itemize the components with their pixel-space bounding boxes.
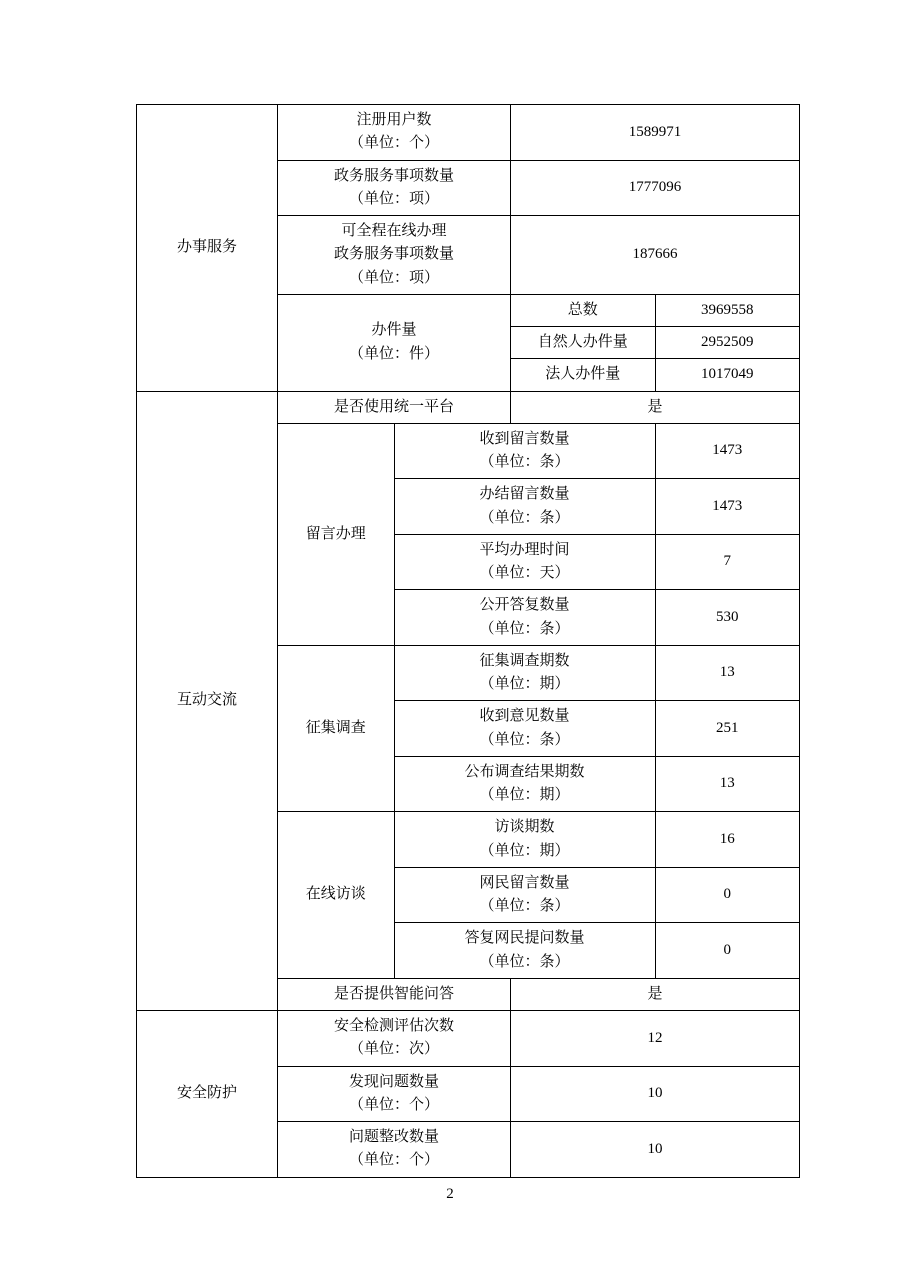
table-row <box>137 391 800 423</box>
sub-label-line1: 征集调查期数 <box>479 652 570 669</box>
item-label-line1: 安全检测评估次数 <box>333 1018 454 1034</box>
item-label-line2: （单位：个） <box>348 1152 439 1169</box>
value-text: 1589971 <box>628 123 682 140</box>
item-cell-unified-platform <box>278 391 511 423</box>
category-cell-interaction <box>137 391 278 1011</box>
sub-label-natural-person <box>511 327 656 359</box>
value-cell-smart-qa <box>511 978 800 1010</box>
item-label: 征集调查 <box>305 719 366 736</box>
value-cell-legal-person <box>655 359 800 391</box>
sub-label-line1: 公布调查结果期数 <box>464 763 585 780</box>
page-number: 2 <box>446 1186 454 1202</box>
value-cell-issues-found <box>511 1066 800 1122</box>
sub-label-line2: （单位：条） <box>479 731 570 748</box>
value-cell-registered-users <box>511 105 800 161</box>
item-cell-survey-collection <box>278 645 395 812</box>
value-text: 0 <box>723 886 731 903</box>
item-label-line1: 政务服务事项数量 <box>333 167 454 184</box>
value-text: 是 <box>647 985 663 1002</box>
sub-label-line2: （单位：条） <box>479 509 570 526</box>
value-cell-total <box>655 294 800 326</box>
value-cell-messages-received <box>655 423 800 479</box>
sub-label-line1: 收到意见数量 <box>479 708 570 725</box>
table-row <box>137 105 800 161</box>
category-label: 办事服务 <box>176 239 237 256</box>
item-label: 是否提供智能问答 <box>333 985 454 1002</box>
sub-label-line1: 网民留言数量 <box>479 874 570 891</box>
sub-label-legal-person <box>511 359 656 391</box>
sub-label-line2: （单位：条） <box>479 953 570 970</box>
item-cell-smart-qa <box>278 978 511 1010</box>
category-cell-service <box>137 105 278 392</box>
item-cell-online-service-items <box>278 216 511 295</box>
sub-label-netizen-messages <box>394 867 655 923</box>
value-text: 0 <box>723 941 731 958</box>
value-text: 187666 <box>632 246 678 263</box>
sub-label-line1: 平均办理时间 <box>479 541 570 558</box>
sub-label-text: 自然人办件量 <box>537 334 628 350</box>
value-text: 530 <box>716 608 739 625</box>
sub-label-opinions-received <box>394 701 655 757</box>
sub-label-average-handling-time <box>394 534 655 590</box>
value-text: 13 <box>719 664 735 681</box>
sub-label-line2: （单位：天） <box>479 565 570 581</box>
government-website-report-table <box>136 104 800 1178</box>
item-label-line2: （单位：个） <box>348 135 439 152</box>
value-text: 3969558 <box>701 301 754 318</box>
item-cell-message-handling <box>278 423 395 645</box>
value-text: 1777096 <box>628 179 682 196</box>
value-text: 1473 <box>712 442 743 459</box>
value-text: 10 <box>647 1085 663 1102</box>
value-text: 251 <box>716 719 739 736</box>
sub-label-text: 法人办件量 <box>545 366 621 383</box>
value-cell-security-assessments <box>511 1011 800 1067</box>
sub-label-line2: （单位：期） <box>479 787 570 803</box>
sub-label-interview-periods <box>394 812 655 868</box>
item-label: 留言办理 <box>305 525 366 542</box>
value-cell-public-replies <box>655 590 800 646</box>
item-cell-service-items-count <box>278 160 511 216</box>
value-cell-natural-person <box>655 327 800 359</box>
sub-label-total <box>511 294 656 326</box>
value-text: 1017049 <box>701 366 754 383</box>
item-label-line1: 办件量 <box>371 322 417 339</box>
value-cell-interview-periods <box>655 812 800 868</box>
item-label-line2: （单位：个） <box>348 1096 439 1113</box>
value-cell-issues-rectified <box>511 1122 800 1178</box>
sub-label-published-results <box>394 756 655 812</box>
item-label-line2: （单位：项） <box>348 190 439 207</box>
sub-label-messages-received <box>394 423 655 479</box>
sub-label-line2: （单位：期） <box>479 842 570 859</box>
value-cell-online-service-items <box>511 216 800 295</box>
sub-label-line2: （单位：条） <box>479 454 570 470</box>
sub-label-public-replies <box>394 590 655 646</box>
table-row <box>137 1011 800 1067</box>
value-cell-service-items-count <box>511 160 800 216</box>
sub-label-line1: 收到留言数量 <box>479 430 570 447</box>
sub-label-netizen-replies <box>394 923 655 979</box>
sub-label-survey-periods <box>394 645 655 701</box>
sub-label-line1: 答复网民提问数量 <box>464 930 585 947</box>
item-label-line1: 发现问题数量 <box>348 1073 439 1090</box>
sub-label-text: 总数 <box>567 301 598 318</box>
value-text: 12 <box>647 1029 663 1046</box>
sub-label-line2: （单位：条） <box>479 898 570 914</box>
item-label-line2: （单位：次） <box>348 1041 439 1058</box>
value-cell-opinions-received <box>655 701 800 757</box>
value-text: 2952509 <box>701 334 754 350</box>
item-cell-online-interview <box>278 812 395 979</box>
value-cell-netizen-messages <box>655 867 800 923</box>
report-table-container <box>136 104 784 1178</box>
value-cell-survey-periods <box>655 645 800 701</box>
value-cell-messages-closed <box>655 479 800 535</box>
value-cell-netizen-replies <box>655 923 800 979</box>
item-label: 是否使用统一平台 <box>333 398 454 415</box>
value-cell-unified-platform <box>511 391 800 423</box>
value-text: 13 <box>719 775 735 792</box>
item-cell-security-assessments <box>278 1011 511 1067</box>
item-label-line2: （单位：件） <box>348 345 439 362</box>
sub-label-line2: （单位：期） <box>479 676 570 692</box>
category-label: 互动交流 <box>176 692 237 709</box>
item-cell-issues-rectified <box>278 1122 511 1178</box>
category-label: 安全防护 <box>176 1085 237 1102</box>
category-cell-security <box>137 1011 278 1178</box>
sub-label-line1: 公开答复数量 <box>479 597 570 614</box>
value-text: 1473 <box>712 497 743 514</box>
value-text: 10 <box>647 1140 663 1157</box>
item-cell-handled-volume <box>278 294 511 391</box>
value-text: 16 <box>719 830 735 847</box>
item-label-line2: （单位：项） <box>348 269 439 286</box>
item-label-line1: 问题整改数量 <box>348 1129 439 1145</box>
sub-label-line1: 办结留言数量 <box>479 486 570 503</box>
value-text: 是 <box>647 398 663 415</box>
item-label-line1b: 政务服务事项数量 <box>333 246 454 263</box>
item-label-line1: 注册用户数 <box>356 112 432 128</box>
value-text: 7 <box>723 553 731 570</box>
value-cell-published-results <box>655 756 800 812</box>
item-label: 在线访谈 <box>305 886 366 903</box>
item-cell-registered-users <box>278 105 511 161</box>
item-label-line1: 可全程在线办理 <box>341 223 447 239</box>
sub-label-line1: 访谈期数 <box>494 819 555 836</box>
value-cell-average-handling-time <box>655 534 800 590</box>
sub-label-messages-closed <box>394 479 655 535</box>
sub-label-line2: （单位：条） <box>479 620 570 637</box>
item-cell-issues-found <box>278 1066 511 1122</box>
